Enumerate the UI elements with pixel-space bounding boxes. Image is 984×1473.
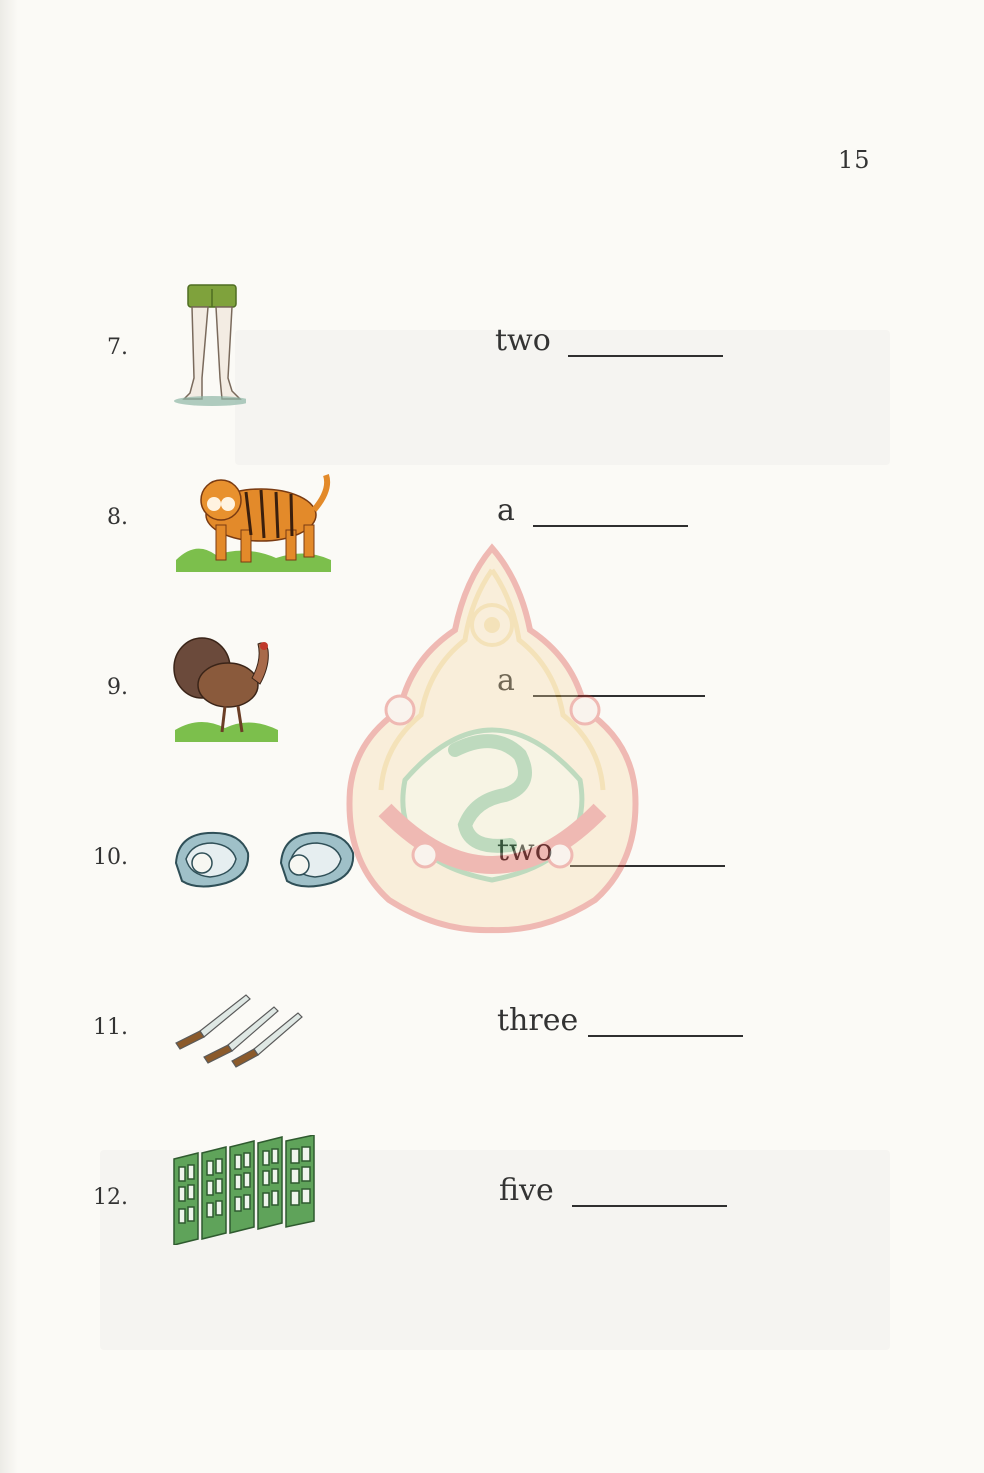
turkey-icon (170, 630, 285, 748)
exercise-item-12 (0, 1135, 984, 1255)
answer-blank[interactable] (572, 1205, 727, 1207)
item-word: three (497, 1003, 579, 1038)
answer-blank[interactable] (588, 1035, 743, 1037)
exercise-item-11 (0, 965, 984, 1085)
tiger-icon (166, 460, 336, 580)
item-word: two (495, 323, 551, 358)
item-word: a (497, 663, 515, 698)
item-number: 12. (93, 1185, 128, 1210)
windows-icon (170, 1135, 325, 1245)
item-word: a (497, 493, 515, 528)
item-word: five (499, 1173, 554, 1208)
item-number: 9. (107, 675, 128, 700)
item-word: two (497, 833, 553, 868)
item-number: 8. (107, 505, 128, 530)
answer-blank[interactable] (533, 525, 688, 527)
exercise-item-7 (0, 285, 984, 405)
item-number: 10. (93, 845, 128, 870)
answer-blank[interactable] (568, 355, 723, 357)
answer-blank[interactable] (533, 695, 705, 697)
knives-icon (170, 993, 305, 1068)
page-number: 15 (838, 146, 871, 174)
item-number: 11. (93, 1015, 128, 1040)
exercise-item-8 (0, 455, 984, 575)
legs-icon (166, 283, 246, 409)
answer-blank[interactable] (570, 865, 725, 867)
watches-icon (168, 825, 358, 895)
item-number: 7. (107, 335, 128, 360)
exercise-item-10 (0, 795, 984, 915)
exercise-item-9 (0, 625, 984, 745)
